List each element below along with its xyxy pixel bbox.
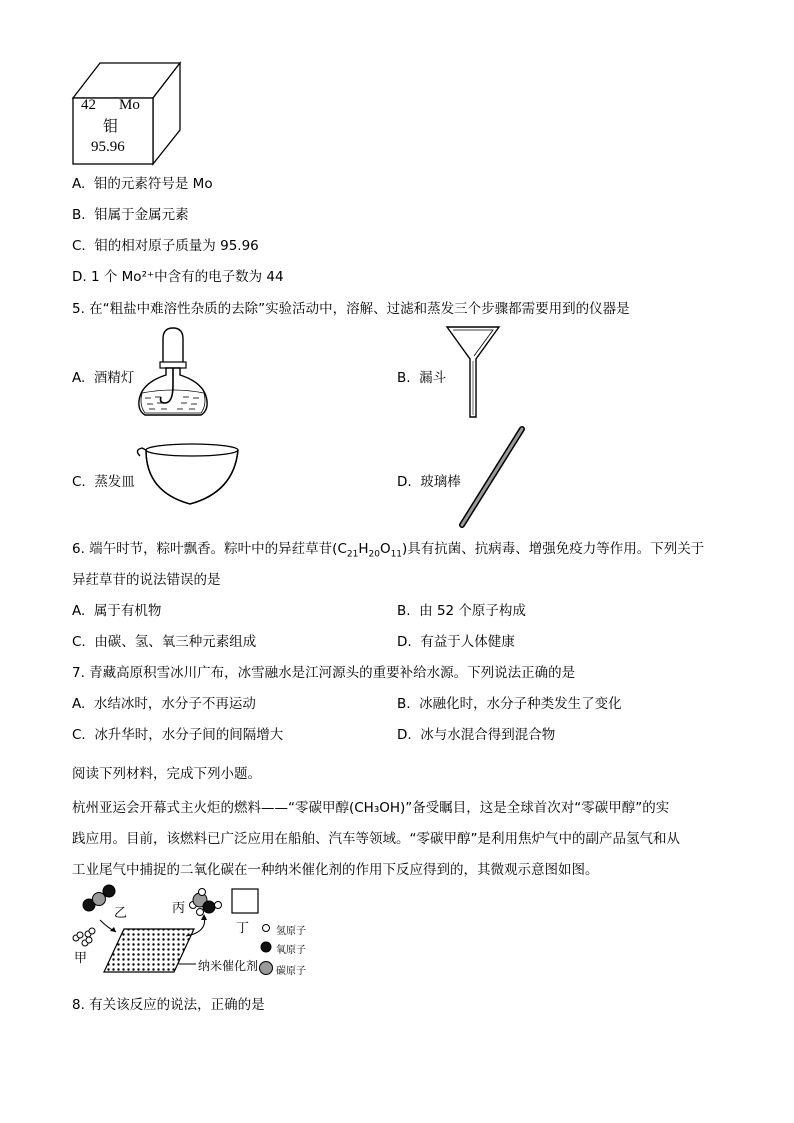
q7-option-c[interactable] — [72, 723, 283, 743]
option-text: 属于有机物 — [93, 603, 162, 619]
q6-stem-line2: 异荭草苷的说法错误的是 — [72, 572, 221, 588]
label-yi: 乙 — [114, 906, 128, 921]
option-letter: B. — [72, 207, 86, 223]
q7-option-d[interactable] — [397, 723, 555, 743]
funnel-icon — [445, 325, 501, 419]
q6-stem-post: )具有抗菌、抗病毒、增强免疫力等作用。下列关于 — [402, 541, 705, 557]
option-text: 由碳、氢、氧三种元素组成 — [94, 634, 257, 650]
label-jia: 甲 — [74, 951, 88, 966]
evaporating-dish-icon — [136, 442, 244, 508]
q4-option-a[interactable] — [72, 172, 213, 192]
q4-option-c[interactable] — [72, 234, 259, 254]
glass-rod-icon — [456, 425, 528, 529]
option-text: 1 个 Mo²⁺中含有的电子数为 44 — [90, 269, 284, 285]
option-text: 冰升华时，水分子间的间隔增大 — [94, 727, 284, 743]
atomic-number: 42 — [81, 97, 96, 113]
q6-stem-line1 — [72, 537, 704, 560]
q5-option-d[interactable] — [397, 470, 461, 490]
q4-option-b[interactable] — [72, 203, 189, 223]
reading-intro: 阅读下列材料，完成下列小题。 — [72, 766, 261, 782]
q7-stem: 7. 青藏高原积雪冰川广布，冰雪融水是江河源头的重要补给水源。下列说法正确的是 — [72, 665, 576, 681]
q6-sub-o: 11 — [390, 549, 403, 560]
option-letter: B. — [397, 370, 411, 386]
q6-o: O — [379, 541, 391, 557]
element-symbol: Mo — [119, 97, 140, 113]
option-text: 水结冰时，水分子不再运动 — [93, 696, 256, 712]
option-letter: C. — [72, 238, 86, 254]
reading-paragraph-line2: 践应用。目前，该燃料已广泛应用在船舶、汽车等领域。“零碳甲醇”是利用焦炉气中的副产品氢气和从 — [72, 831, 680, 847]
option-text: 有益于人体健康 — [420, 634, 515, 650]
element-name: 钼 — [103, 117, 119, 135]
alcohol-lamp-icon — [135, 325, 211, 419]
q7-option-a[interactable] — [72, 692, 256, 712]
option-text: 由 52 个原子构成 — [419, 603, 526, 619]
legend-oxygen: 氧原子 — [276, 945, 306, 956]
option-letter: B. — [397, 603, 411, 619]
option-letter: C. — [72, 474, 86, 490]
option-text: 酒精灯 — [93, 370, 135, 386]
option-letter: A. — [72, 696, 86, 712]
q6-option-d[interactable] — [397, 630, 515, 650]
legend-carbon: 碳原子 — [276, 966, 306, 977]
option-letter: A. — [72, 370, 86, 386]
option-letter: A. — [72, 603, 86, 619]
q5-option-b[interactable] — [397, 366, 446, 386]
atomic-mass: 95.96 — [91, 139, 125, 155]
option-letter: C. — [72, 727, 86, 743]
q5-option-c[interactable] — [72, 470, 135, 490]
legend-swatches — [258, 920, 274, 976]
option-letter: D. — [397, 474, 412, 490]
option-text: 冰与水混合得到混合物 — [420, 727, 556, 743]
q7-option-b[interactable] — [397, 692, 622, 712]
option-text: 冰融化时，水分子种类发生了变化 — [419, 696, 622, 712]
option-letter: B. — [397, 696, 411, 712]
q4-option-d[interactable] — [72, 265, 284, 285]
option-text: 钼的相对原子质量为 95.96 — [94, 238, 259, 254]
q5-option-a[interactable] — [72, 366, 134, 386]
q6-sub-c: 21 — [346, 549, 359, 560]
q6-option-b[interactable] — [397, 599, 526, 619]
q6-option-a[interactable] — [72, 599, 161, 619]
q5-stem: 5. 在“粗盐中难溶性杂质的去除”实验活动中，溶解、过滤和蒸发三个步骤都需要用到的仪器是 — [72, 301, 630, 317]
option-text: 钼的元素符号是 Mo — [93, 176, 213, 192]
option-letter: D. — [72, 269, 87, 285]
label-ding: 丁 — [236, 921, 250, 936]
q8-stem: 8. 有关该反应的说法，正确的是 — [72, 997, 265, 1013]
reading-paragraph-line1: 杭州亚运会开幕式主火炬的燃料——“零碳甲醇(CH₃OH)”备受瞩目，这是全球首次对“零碳甲醇”的实 — [72, 800, 670, 816]
option-letter: A. — [72, 176, 86, 192]
option-text: 玻璃棒 — [420, 474, 461, 490]
q6-stem-pre: 6. 端午时节，粽叶飘香。粽叶中的异荭草苷(C — [72, 541, 347, 557]
option-letter: D. — [397, 634, 412, 650]
legend-hydrogen: 氢原子 — [276, 926, 306, 937]
option-text: 钼属于金属元素 — [94, 207, 189, 223]
option-text: 蒸发皿 — [94, 474, 135, 490]
option-text: 漏斗 — [419, 370, 447, 386]
q6-h: H — [358, 541, 369, 557]
option-letter: D. — [397, 727, 412, 743]
label-bing: 丙 — [172, 901, 186, 916]
q6-option-c[interactable] — [72, 630, 256, 650]
reading-paragraph-line3: 工业尾气中捕捉的二氧化碳在一种纳米催化剂的作用下反应得到的，其微观示意图如图。 — [72, 862, 599, 878]
q6-sub-h: 20 — [368, 549, 380, 560]
option-letter: C. — [72, 634, 86, 650]
catalyst-label: 纳米催化剂 — [198, 959, 259, 973]
